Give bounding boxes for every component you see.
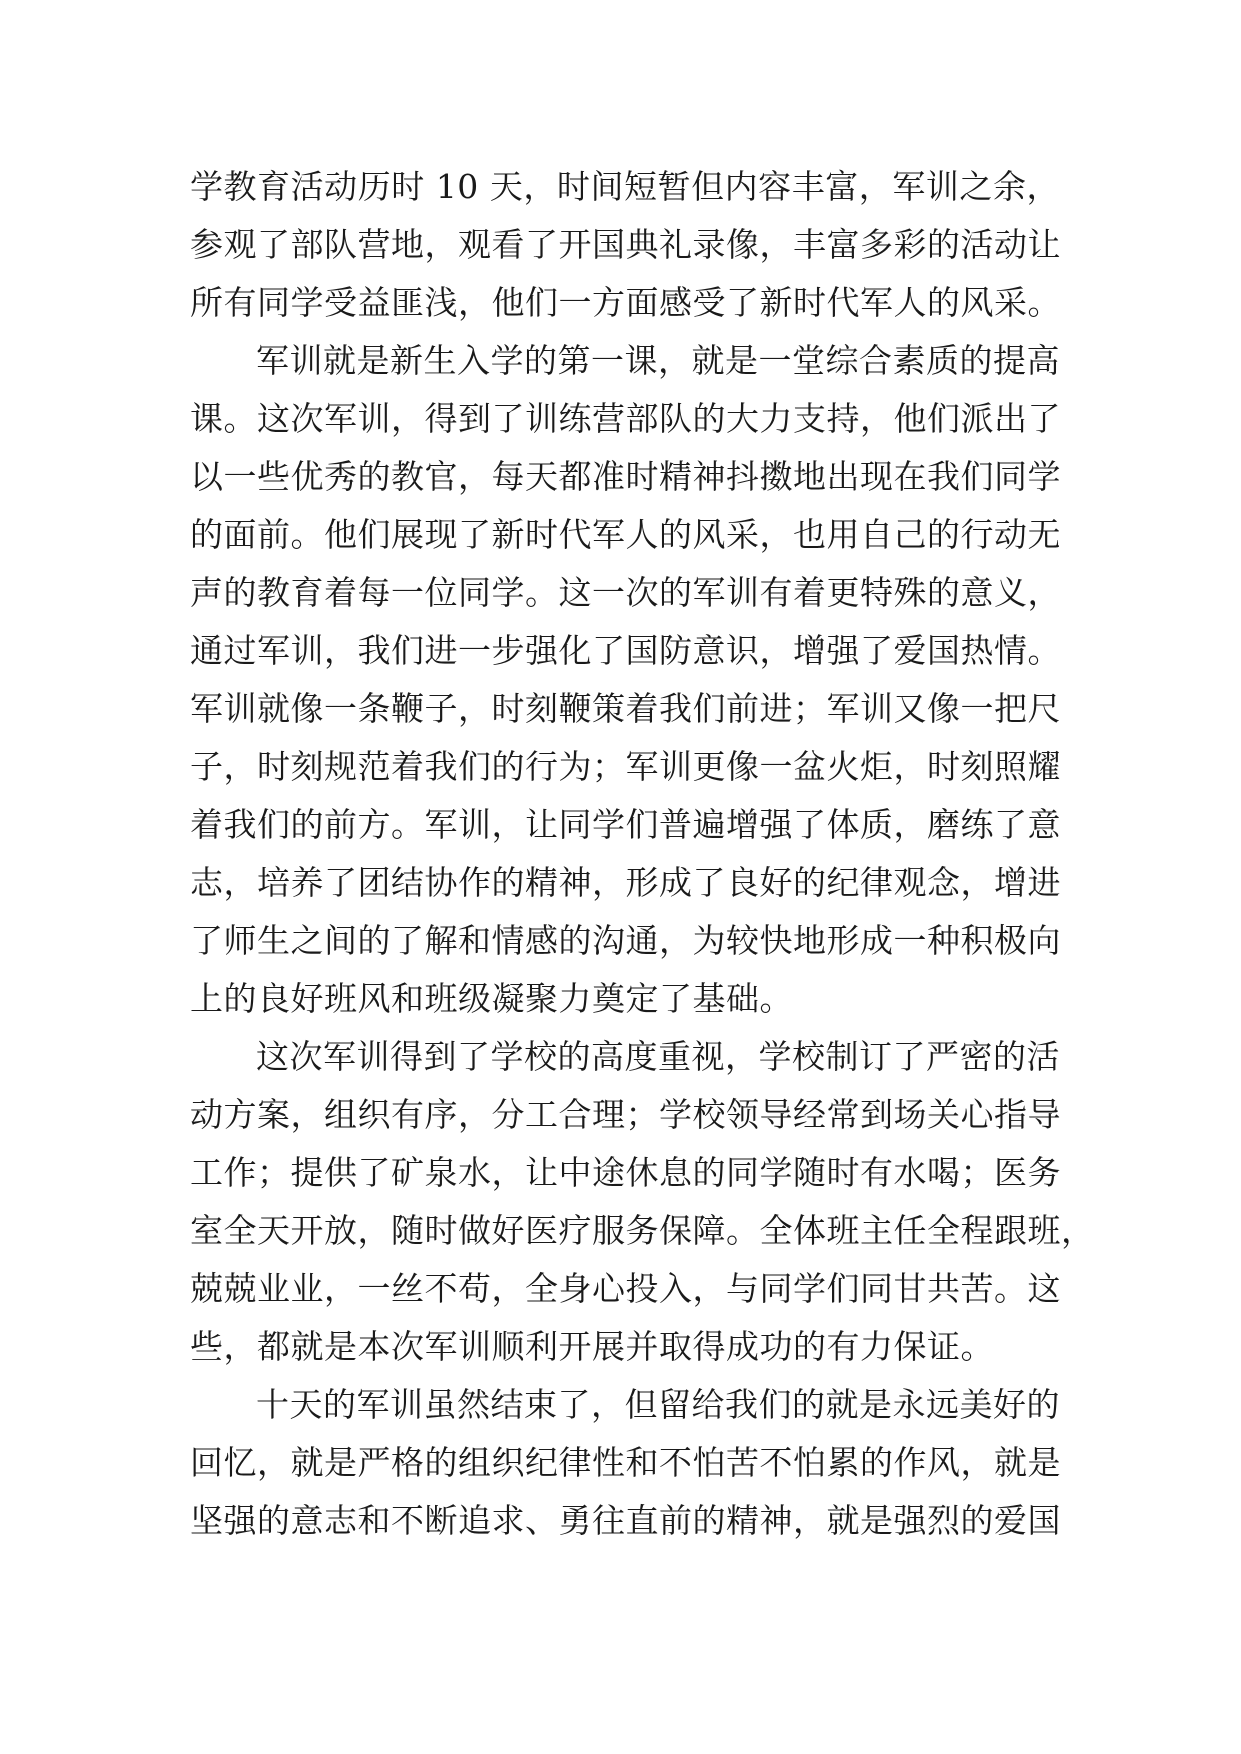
text-line: 学教育活动历时 10 天，时间短暂但内容丰富，军训之余， [190, 167, 1060, 206]
text-line: 参观了部队营地，观看了开国典礼录像，丰富多彩的活动让 [190, 225, 1061, 264]
text-line: 动方案，组织有序，分工合理；学校领导经常到场关心指导 [190, 1095, 1061, 1134]
text-line: 工作；提供了矿泉水，让中途休息的同学随时有水喝；医务 [190, 1153, 1061, 1192]
paragraph-start-line: 这次军训得到了学校的高度重视，学校制订了严密的活 [256, 1037, 1060, 1076]
text-line: 坚强的意志和不断追求、勇往直前的精神，就是强烈的爱国 [190, 1501, 1061, 1540]
text-line: 着我们的前方。军训，让同学们普遍增强了体质，磨练了意 [190, 805, 1061, 844]
text-line: 所有同学受益匪浅，他们一方面感受了新时代军人的风采。 [190, 283, 1061, 322]
paragraph-start-line: 十天的军训虽然结束了，但留给我们的就是永远美好的 [256, 1385, 1060, 1424]
paragraph-start-line: 军训就是新生入学的第一课，就是一堂综合素质的提高 [256, 341, 1060, 380]
text-line: 军训就像一条鞭子，时刻鞭策着我们前进；军训又像一把尺 [190, 689, 1061, 728]
paragraph-end-line: 些，都就是本次军训顺利开展并取得成功的有力保证。 [190, 1327, 994, 1366]
body-text [190, 158, 1095, 1550]
text-line: 兢兢业业，一丝不苟，全身心投入，与同学们同甘共苦。这 [190, 1269, 1061, 1308]
text-line: 室全天开放，随时做好医疗服务保障。全体班主任全程跟班， [190, 1211, 1095, 1250]
paragraph-end-line: 上的良好班风和班级凝聚力奠定了基础。 [190, 979, 793, 1018]
text-line: 的面前。他们展现了新时代军人的风采，也用自己的行动无 [190, 515, 1061, 554]
text-line: 回忆，就是严格的组织纪律性和不怕苦不怕累的作风，就是 [190, 1443, 1061, 1482]
text-line: 志，培养了团结协作的精神，形成了良好的纪律观念，增进 [190, 863, 1061, 902]
text-line: 了师生之间的了解和情感的沟通，为较快地形成一种积极向 [190, 921, 1061, 960]
text-line: 课。这次军训，得到了训练营部队的大力支持，他们派出了 [190, 399, 1061, 438]
text-line: 通过军训，我们进一步强化了国防意识，增强了爱国热情。 [190, 631, 1061, 670]
text-line: 子，时刻规范着我们的行为；军训更像一盆火炬，时刻照耀 [190, 747, 1061, 786]
text-line: 声的教育着每一位同学。这一次的军训有着更特殊的意义， [190, 573, 1061, 612]
text-line: 以一些优秀的教官，每天都准时精神抖擞地出现在我们同学 [190, 457, 1061, 496]
